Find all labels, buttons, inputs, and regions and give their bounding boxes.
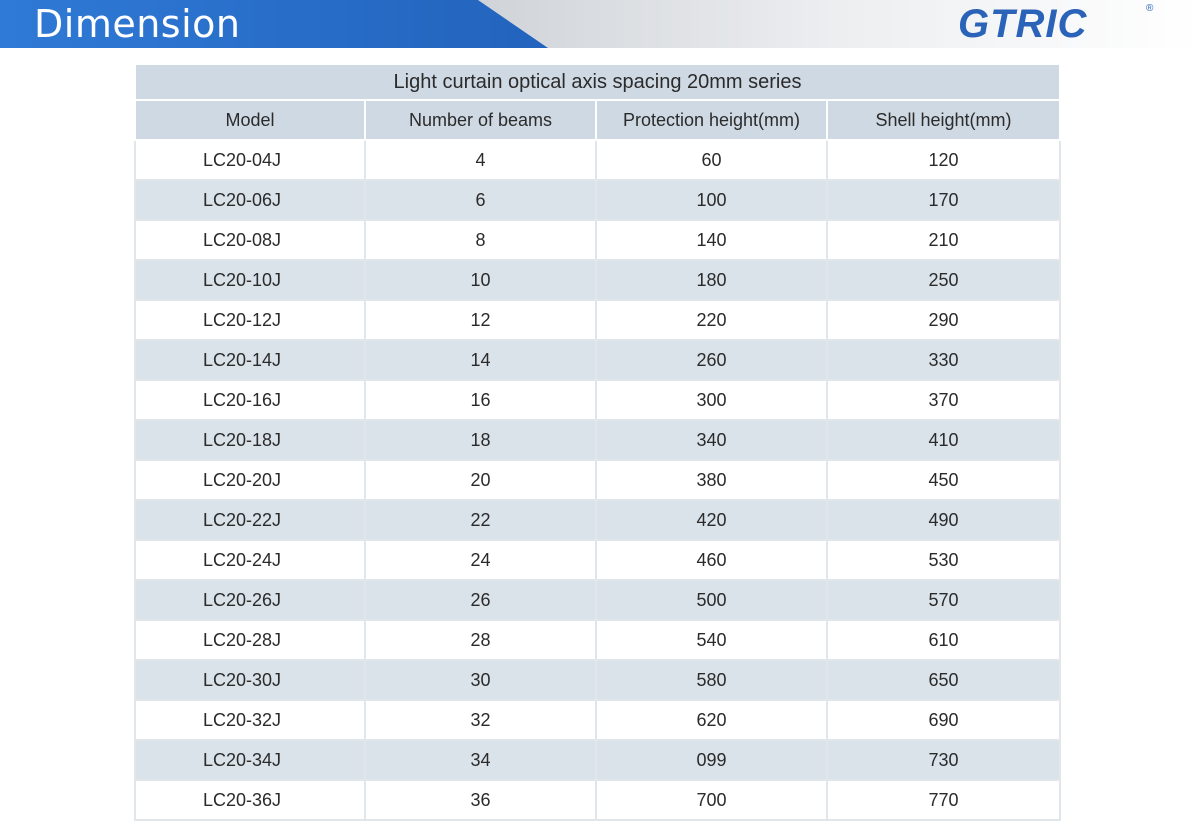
table-cell: 380 bbox=[596, 460, 827, 500]
table-cell: 32 bbox=[365, 700, 596, 740]
table-cell: 610 bbox=[827, 620, 1060, 660]
table-cell: LC20-32J bbox=[135, 700, 365, 740]
table-cell: 730 bbox=[827, 740, 1060, 780]
table-cell: 700 bbox=[596, 780, 827, 820]
table-cell: 30 bbox=[365, 660, 596, 700]
table-row bbox=[135, 260, 1060, 300]
table-cell: 100 bbox=[596, 180, 827, 220]
table-cell: 690 bbox=[827, 700, 1060, 740]
table-cell: 490 bbox=[827, 500, 1060, 540]
table-cell: 540 bbox=[596, 620, 827, 660]
table-cell: LC20-26J bbox=[135, 580, 365, 620]
table-cell: LC20-16J bbox=[135, 380, 365, 420]
table-cell: LC20-14J bbox=[135, 340, 365, 380]
table-row bbox=[135, 620, 1060, 660]
table-cell: LC20-12J bbox=[135, 300, 365, 340]
table-cell: 26 bbox=[365, 580, 596, 620]
table-cell: 260 bbox=[596, 340, 827, 380]
table-cell: 10 bbox=[365, 260, 596, 300]
table-cell: 450 bbox=[827, 460, 1060, 500]
table-cell: 570 bbox=[827, 580, 1060, 620]
table-cell: 620 bbox=[596, 700, 827, 740]
table-cell: 650 bbox=[827, 660, 1060, 700]
table-cell: 34 bbox=[365, 740, 596, 780]
table-row bbox=[135, 580, 1060, 620]
table-cell: LC20-24J bbox=[135, 540, 365, 580]
table-cell: 770 bbox=[827, 780, 1060, 820]
table-title: Light curtain optical axis spacing 20mm series bbox=[135, 64, 1060, 100]
table-cell: 220 bbox=[596, 300, 827, 340]
table-cell: LC20-18J bbox=[135, 420, 365, 460]
column-header: Protection height(mm) bbox=[596, 100, 827, 140]
table-cell: 580 bbox=[596, 660, 827, 700]
spec-table bbox=[134, 63, 1061, 821]
brand-logo: GTRIC bbox=[958, 2, 1088, 46]
table-row bbox=[135, 780, 1060, 820]
section-title: Dimension bbox=[34, 2, 241, 46]
table-row bbox=[135, 660, 1060, 700]
table-cell: LC20-28J bbox=[135, 620, 365, 660]
table-cell: LC20-30J bbox=[135, 660, 365, 700]
table-cell: 12 bbox=[365, 300, 596, 340]
column-header: Shell height(mm) bbox=[827, 100, 1060, 140]
table-cell: 290 bbox=[827, 300, 1060, 340]
column-header: Number of beams bbox=[365, 100, 596, 140]
table-cell: 330 bbox=[827, 340, 1060, 380]
table-row bbox=[135, 740, 1060, 780]
table-cell: 180 bbox=[596, 260, 827, 300]
table-cell: 170 bbox=[827, 180, 1060, 220]
table-cell: 420 bbox=[596, 500, 827, 540]
table-row bbox=[135, 340, 1060, 380]
table-cell: LC20-20J bbox=[135, 460, 365, 500]
table-cell: 18 bbox=[365, 420, 596, 460]
table-cell: 410 bbox=[827, 420, 1060, 460]
table-row bbox=[135, 180, 1060, 220]
table-row bbox=[135, 420, 1060, 460]
table-cell: LC20-34J bbox=[135, 740, 365, 780]
table-cell: 530 bbox=[827, 540, 1060, 580]
table-cell: 8 bbox=[365, 220, 596, 260]
table-row bbox=[135, 380, 1060, 420]
table-cell: 20 bbox=[365, 460, 596, 500]
table-cell: 36 bbox=[365, 780, 596, 820]
table-row bbox=[135, 300, 1060, 340]
table-cell: 14 bbox=[365, 340, 596, 380]
table-cell: 22 bbox=[365, 500, 596, 540]
table-cell: 4 bbox=[365, 140, 596, 180]
table-cell: 24 bbox=[365, 540, 596, 580]
table-cell: 099 bbox=[596, 740, 827, 780]
column-header: Model bbox=[135, 100, 365, 140]
registered-mark: ® bbox=[1146, 3, 1154, 14]
table-row bbox=[135, 540, 1060, 580]
table-cell: 28 bbox=[365, 620, 596, 660]
table-cell: LC20-06J bbox=[135, 180, 365, 220]
table-row bbox=[135, 500, 1060, 540]
table-cell: 370 bbox=[827, 380, 1060, 420]
table-cell: 340 bbox=[596, 420, 827, 460]
table-cell: 16 bbox=[365, 380, 596, 420]
table-cell: 500 bbox=[596, 580, 827, 620]
table-cell: LC20-10J bbox=[135, 260, 365, 300]
table-cell: 210 bbox=[827, 220, 1060, 260]
table-cell: 250 bbox=[827, 260, 1060, 300]
table-cell: LC20-22J bbox=[135, 500, 365, 540]
table-cell: 300 bbox=[596, 380, 827, 420]
table-cell: 460 bbox=[596, 540, 827, 580]
table-row bbox=[135, 460, 1060, 500]
table-row bbox=[135, 220, 1060, 260]
table-cell: LC20-08J bbox=[135, 220, 365, 260]
table-header-row bbox=[135, 100, 1060, 140]
table-cell: LC20-36J bbox=[135, 780, 365, 820]
table-cell: 6 bbox=[365, 180, 596, 220]
table-cell: 140 bbox=[596, 220, 827, 260]
table-row bbox=[135, 140, 1060, 180]
table-row bbox=[135, 700, 1060, 740]
table-body bbox=[135, 140, 1060, 820]
table-cell: LC20-04J bbox=[135, 140, 365, 180]
table-cell: 60 bbox=[596, 140, 827, 180]
header-bar bbox=[0, 0, 1200, 48]
table-cell: 120 bbox=[827, 140, 1060, 180]
